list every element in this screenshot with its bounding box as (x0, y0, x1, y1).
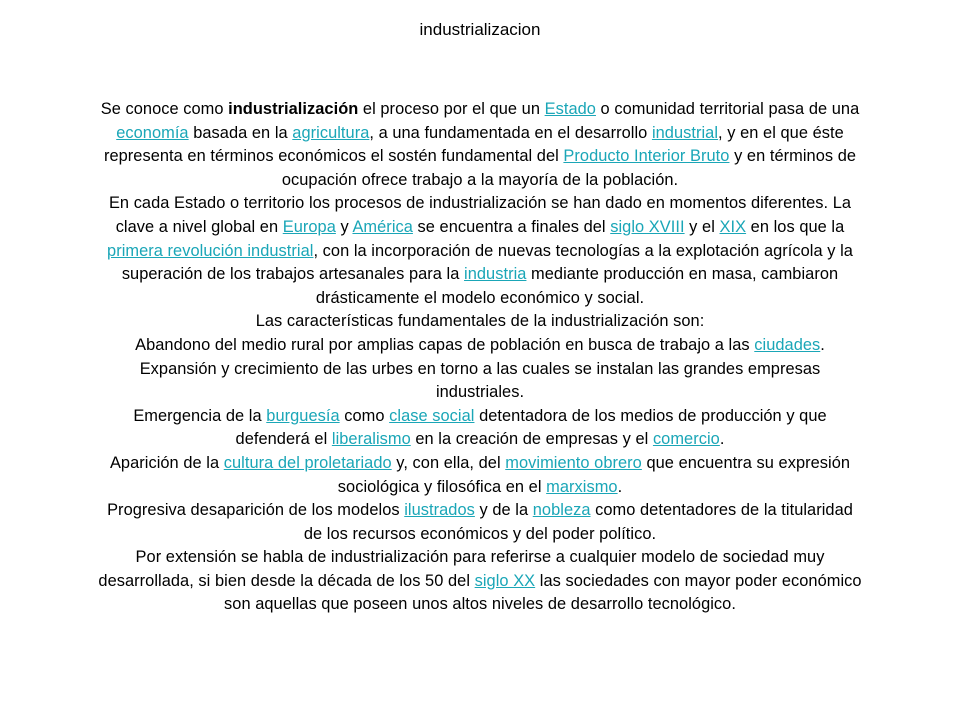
text-segment: Emergencia de la (133, 406, 267, 425)
text-line (20, 570, 940, 594)
text-segment: mediante producción en masa, cambiaron (526, 265, 839, 284)
link-economia[interactable]: economía (116, 123, 189, 142)
text-line (20, 476, 940, 500)
text-segment: Progresiva desaparición de los modelos (107, 501, 405, 520)
link-agricultura[interactable]: agricultura (292, 123, 370, 142)
slide-body (20, 98, 940, 617)
paragraph (20, 546, 940, 617)
link-burguesia[interactable]: burguesía (266, 406, 340, 425)
text-line (20, 169, 940, 193)
text-line (20, 452, 940, 476)
link-cultura-del-proletariado[interactable]: cultura del proletariado (223, 453, 392, 472)
text-segment: y, con ella, del (391, 453, 506, 472)
text-segment: en los que la (746, 217, 845, 236)
text-segment: que encuentra su expresión (641, 453, 851, 472)
text-segment: clave a nivel global en (115, 217, 283, 236)
link-clase-social[interactable]: clase social (389, 406, 475, 425)
text-segment: basada en la (188, 123, 293, 142)
link-producto-interior-bruto[interactable]: Producto Interior Bruto (563, 147, 730, 166)
text-segment: . (719, 430, 725, 449)
link-movimiento-obrero[interactable]: movimiento obrero (505, 453, 642, 472)
paragraph (20, 358, 940, 405)
text-segment: defenderá el (235, 430, 332, 449)
link-xix[interactable]: XIX (719, 217, 747, 236)
text-segment: son aquellas que poseen unos altos niveles de desarrollo tecnológico. (224, 595, 736, 614)
text-segment: representa en términos económicos el sostén fundamental del (103, 147, 564, 166)
text-segment: como (339, 406, 390, 425)
text-segment: industriales. (435, 383, 525, 402)
bold-term: industrialización (228, 100, 359, 118)
text-segment: drásticamente el modelo económico y social. (315, 288, 645, 307)
link-europa[interactable]: Europa (282, 217, 336, 236)
text-segment: , con la incorporación de nuevas tecnologías a la explotación agrícola y la (313, 241, 853, 260)
text-line (20, 287, 940, 311)
slide-title: industrializacion (419, 20, 541, 39)
text-segment: el proceso por el que un (358, 100, 545, 118)
text-segment: Expansión y crecimiento de las urbes en torno a las cuales se instalan las grandes empresas (139, 359, 821, 378)
text-line (20, 499, 940, 523)
text-segment: y en términos de (729, 147, 857, 166)
text-segment: Aparición de la (109, 453, 224, 472)
text-segment: las sociedades con mayor poder económico (535, 571, 862, 590)
link-nobleza[interactable]: nobleza (532, 501, 591, 520)
link-siglo-xviii[interactable]: siglo XVIII (610, 217, 685, 236)
text-segment: , y en el que éste (718, 123, 844, 142)
text-line (20, 593, 940, 617)
link-ciudades[interactable]: ciudades (754, 335, 821, 354)
text-segment: Abandono del medio rural por amplias capas de población en busca de trabajo a las (135, 335, 755, 354)
text-segment: En cada Estado o territorio los procesos de industrialización se han dado en momentos diferentes. La (108, 194, 852, 213)
text-segment: superación de los trabajos artesanales para la (121, 265, 465, 284)
text-segment: ocupación ofrece trabajo a la mayoría de la población. (281, 170, 679, 189)
text-line (20, 122, 940, 146)
paragraph (20, 334, 940, 358)
text-segment: detentadora de los medios de producción y que (474, 406, 827, 425)
link-comercio[interactable]: comercio (652, 430, 720, 449)
link-industria[interactable]: industria (464, 265, 527, 284)
paragraph (20, 98, 940, 192)
text-line (20, 192, 940, 216)
text-segment: . (617, 477, 623, 496)
text-line (20, 523, 940, 547)
link-ilustrados[interactable]: ilustrados (404, 501, 475, 520)
text-segment: desarrollada, si bien desde la década de los 50 del (98, 571, 475, 590)
text-segment: Por extensión se habla de industrialización para referirse a cualquier modelo de sociedad muy (135, 548, 825, 567)
text-line (20, 546, 940, 570)
link-liberalismo[interactable]: liberalismo (331, 430, 411, 449)
paragraph (20, 405, 940, 452)
text-line (20, 381, 940, 405)
text-segment: Se conoce como (100, 100, 229, 118)
text-segment: sociológica y filosófica en el (337, 477, 547, 496)
text-line (20, 358, 940, 382)
text-segment: como detentadores de la titularidad (590, 501, 853, 520)
text-line (20, 310, 940, 334)
text-line (20, 334, 940, 358)
text-line (20, 216, 940, 240)
link-estado[interactable]: Estado (544, 100, 596, 118)
text-segment: en la creación de empresas y el (410, 430, 653, 449)
link-industrial[interactable]: industrial (651, 123, 719, 142)
text-line (20, 263, 940, 287)
text-segment: de los recursos económicos y del poder político. (303, 524, 657, 543)
paragraph (20, 452, 940, 499)
link-primera-revolucion-industrial[interactable]: primera revolución industrial (107, 241, 314, 260)
text-segment: se encuentra a finales del (412, 217, 611, 236)
text-segment: y de la (474, 501, 533, 520)
text-line (20, 145, 940, 169)
text-line (20, 428, 940, 452)
text-segment: o comunidad territorial pasa de una (595, 100, 860, 118)
paragraph (20, 310, 940, 334)
link-siglo-xx[interactable]: siglo XX (474, 571, 536, 590)
paragraph (20, 192, 940, 310)
text-segment: Las características fundamentales de la industrialización son: (255, 312, 705, 331)
text-segment: y el (684, 217, 720, 236)
link-america[interactable]: América (352, 217, 413, 236)
text-line (20, 98, 940, 122)
text-line (20, 405, 940, 429)
text-line (20, 240, 940, 264)
paragraph (20, 499, 940, 546)
text-segment: y (335, 217, 353, 236)
text-segment: . (820, 335, 825, 354)
text-segment: , a una fundamentada en el desarrollo (369, 123, 652, 142)
link-marxismo[interactable]: marxismo (546, 477, 618, 496)
